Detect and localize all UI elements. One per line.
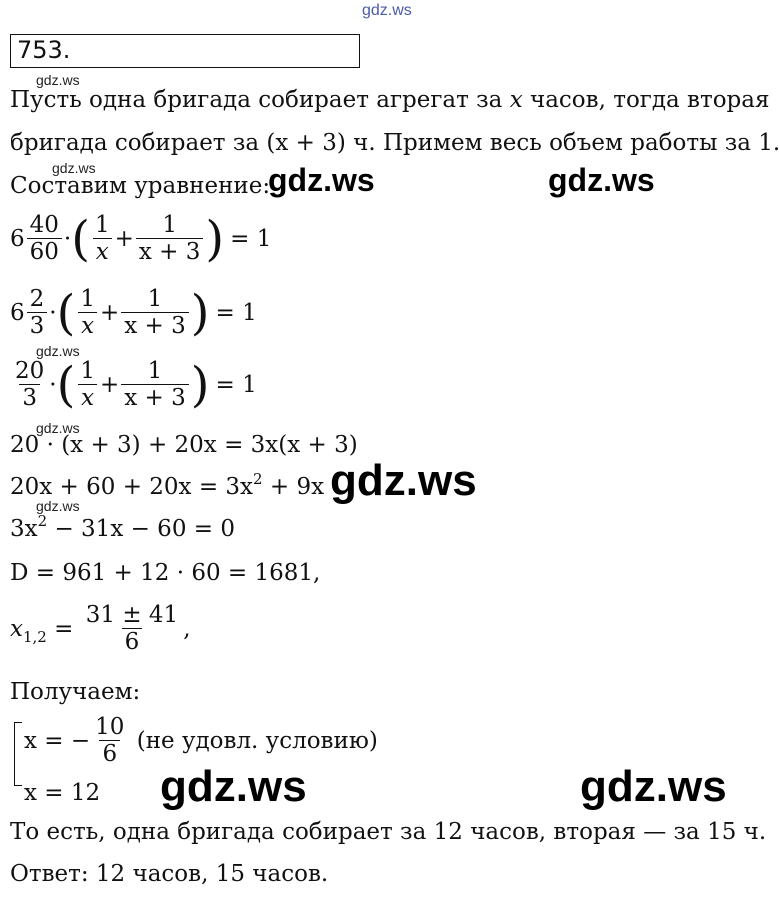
text-conclusion: То есть, одна бригада собирает за 12 часов, вторая — за 15 ч. <box>10 819 767 845</box>
watermark-large-5: gdz.ws <box>580 762 727 811</box>
eq2-fb-den: x + 3 <box>121 312 189 339</box>
watermark-large-4: gdz.ws <box>160 762 307 811</box>
eq6-exponent: 2 <box>37 512 48 530</box>
eq1-close-paren: ) <box>205 210 225 267</box>
sys1-den: 6 <box>99 740 120 767</box>
equation-roots <box>10 602 191 655</box>
roots-num: 31 ± 41 <box>85 602 179 628</box>
eq5-right: + 9x <box>262 474 325 500</box>
eq1-rhs: = 1 <box>230 225 272 252</box>
watermark-large-3: gdz.ws <box>330 456 477 505</box>
sys1-lhs: x = − <box>24 727 91 754</box>
eq3-num: 20 <box>15 358 45 384</box>
roots-comma: , <box>183 615 191 642</box>
eq2-den: 3 <box>27 312 48 339</box>
eq2-fraction-b <box>121 286 189 339</box>
equation-2 <box>10 286 257 339</box>
eq2-fa-den: x <box>78 312 97 339</box>
eq1-fa-den: x <box>93 238 112 265</box>
eq5-exponent: 2 <box>253 470 263 488</box>
eq5-left: 20x + 60 + 20x = 3x <box>10 474 254 500</box>
eq2-rhs: = 1 <box>215 299 257 326</box>
eq2-fb-num: 1 <box>147 286 163 312</box>
sys1-fraction <box>92 714 127 767</box>
eq3-fb-den: x + 3 <box>121 384 189 411</box>
eq3-fraction <box>12 358 47 411</box>
eq1-num: 40 <box>29 212 59 238</box>
eq3-close-paren: ) <box>190 356 210 413</box>
watermark-small-4: gdz.ws <box>36 420 80 436</box>
text-answer: Ответ: 12 часов, 15 часов. <box>10 861 329 887</box>
eq1-fraction-a <box>92 212 113 265</box>
equation-5 <box>10 470 325 500</box>
roots-equals: = <box>46 615 81 642</box>
text-line-3: Составим уравнение: <box>10 173 271 199</box>
watermark-large-2: gdz.ws <box>548 162 655 198</box>
eq3-fa-num: 1 <box>80 358 95 384</box>
eq1-dot: · <box>63 225 72 252</box>
watermark-small-5: gdz.ws <box>36 498 80 514</box>
eq6-right: − 31x − 60 = 0 <box>47 516 235 542</box>
problem-number: 753. <box>17 36 71 64</box>
system-bracket <box>14 722 22 786</box>
eq2-plus: + <box>99 299 120 326</box>
equation-1 <box>10 212 271 265</box>
text-line-1-start: Пусть одна бригада собирает агрегат за <box>10 87 510 113</box>
eq3-fraction-b <box>121 358 189 411</box>
expr-x-plus-3: (x + 3) <box>266 130 346 156</box>
eq1-fraction-b <box>136 212 204 265</box>
text-line-1-end: часов, тогда вторая <box>522 87 770 113</box>
var-x: x <box>509 87 523 113</box>
eq2-close-paren: ) <box>190 284 210 341</box>
eq1-mixed-fraction <box>27 212 62 265</box>
eq1-fa-num: 1 <box>94 212 110 238</box>
eq1-den: 60 <box>27 238 62 265</box>
eq3-plus: + <box>99 371 120 398</box>
watermark-small-3: gdz.ws <box>36 343 80 359</box>
text-line-2-end: ч. Примем весь объем работы за 1. <box>345 130 780 156</box>
text-line-1 <box>10 86 770 114</box>
text-line-2-start: бригада собирает за <box>10 130 267 156</box>
roots-lhs <box>10 615 47 646</box>
eq1-whole: 6 <box>10 225 25 252</box>
system-line-1 <box>24 714 378 767</box>
equation-discriminant: D = 961 + 12 · 60 = 1681, <box>10 560 321 586</box>
eq3-den: 3 <box>19 384 40 411</box>
equation-3 <box>10 358 257 411</box>
roots-den: 6 <box>122 628 143 655</box>
eq3-fa-den: x <box>78 384 97 411</box>
watermark-small-1: gdz.ws <box>36 72 80 88</box>
text-line-2 <box>10 129 780 157</box>
watermark-top: gdz.ws <box>362 2 412 19</box>
eq1-plus: + <box>114 225 134 252</box>
equation-4: 20 · (x + 3) + 20x = 3x(x + 3) <box>10 432 358 458</box>
eq2-whole: 6 <box>10 299 25 326</box>
sys1-note: (не удовл. условию) <box>129 727 378 754</box>
problem-number-box <box>10 34 360 68</box>
eq3-rhs: = 1 <box>215 371 257 398</box>
roots-fraction <box>83 602 181 655</box>
text-get: Получаем: <box>10 679 141 705</box>
roots-subscript: 1,2 <box>22 627 47 646</box>
sys1-num: 10 <box>95 714 125 740</box>
eq2-open-paren: ( <box>56 284 76 341</box>
eq1-fb-num: 1 <box>162 212 177 238</box>
eq2-num: 2 <box>29 286 45 312</box>
system-line-2: x = 12 <box>24 780 101 806</box>
eq3-dot: · <box>49 371 57 398</box>
eq1-open-paren: ( <box>71 210 90 267</box>
eq2-mixed-fraction <box>27 286 48 339</box>
eq3-fb-num: 1 <box>147 358 163 384</box>
eq1-fb-den: x + 3 <box>136 238 204 265</box>
eq3-fraction-a <box>77 358 98 411</box>
equation-6 <box>10 512 235 542</box>
eq3-open-paren: ( <box>56 356 76 413</box>
eq2-dot: · <box>49 299 57 326</box>
watermark-small-2: gdz.ws <box>52 160 96 176</box>
eq6-left: 3x <box>10 516 38 542</box>
eq2-fraction-a <box>77 286 98 339</box>
eq2-fa-num: 1 <box>80 286 95 312</box>
roots-var: x <box>10 615 23 642</box>
watermark-large-1: gdz.ws <box>268 162 375 198</box>
